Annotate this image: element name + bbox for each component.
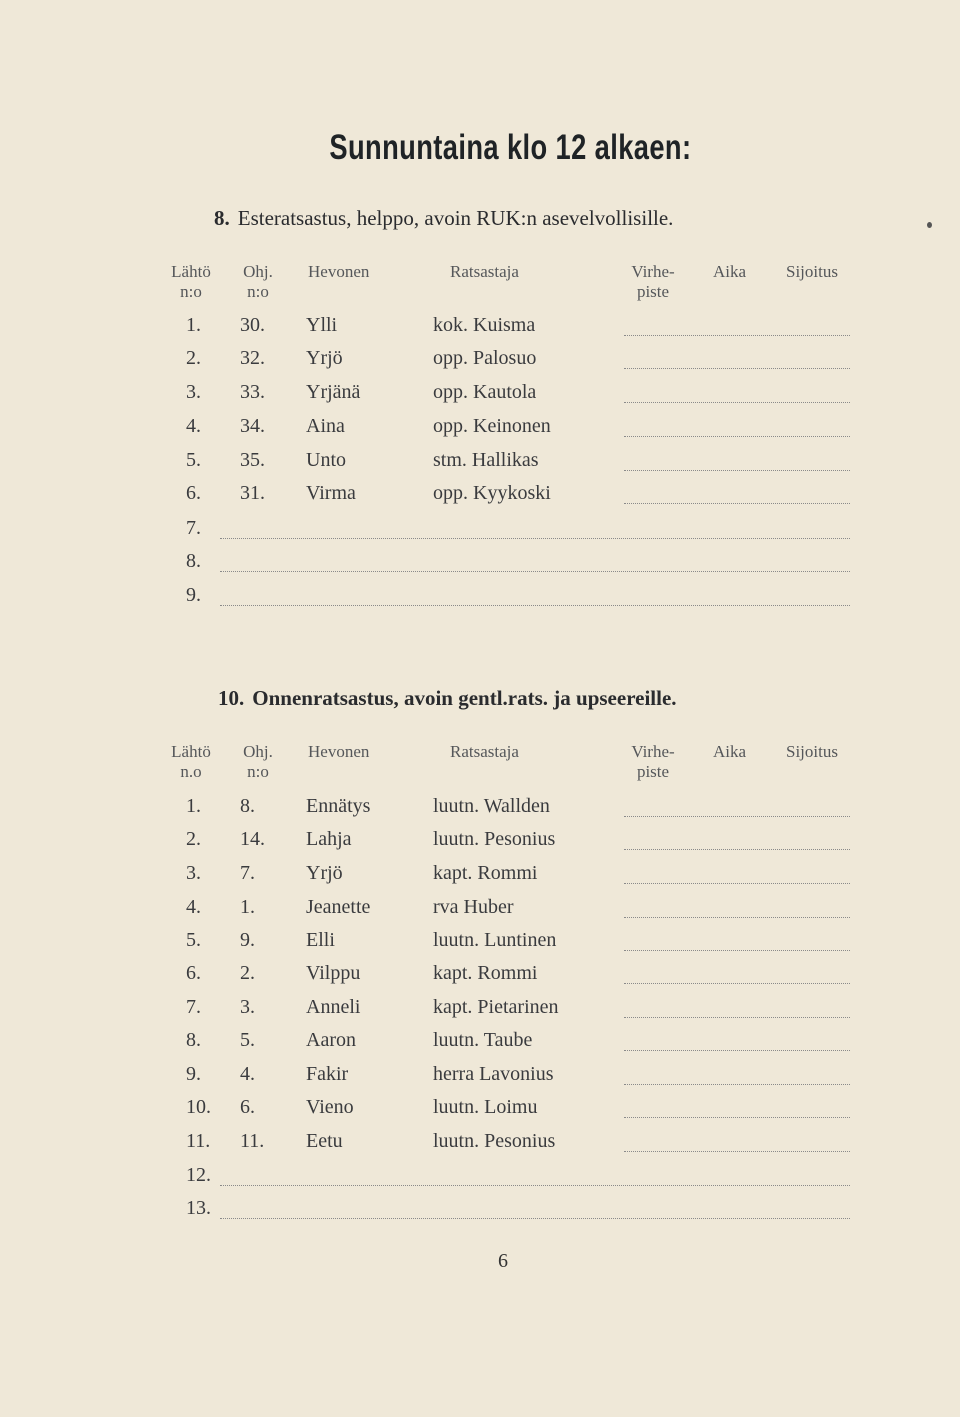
start-number: 12. — [186, 1164, 211, 1186]
rider-name: luutn. Luntinen — [433, 929, 557, 951]
horse-number: 5. — [240, 1029, 255, 1051]
table-row — [0, 449, 960, 479]
start-number: 4. — [186, 896, 201, 918]
header-faults — [622, 742, 684, 782]
blank-entry-line — [220, 1185, 850, 1186]
horse-number: 3. — [240, 996, 255, 1018]
rider-name: opp. Kautola — [433, 381, 537, 403]
rider-name: luutn. Taube — [433, 1029, 533, 1051]
header-horse-no-line2: n:o — [247, 762, 269, 781]
rider-name: opp. Palosuo — [433, 347, 537, 369]
header-horse-no-line1: Ohj. — [243, 742, 273, 761]
header-start-no-line2: n.o — [180, 762, 202, 781]
horse-name: Jeanette — [306, 896, 371, 918]
rider-name: herra Lavonius — [433, 1063, 554, 1085]
result-blank-line — [624, 436, 850, 437]
header-faults — [622, 262, 684, 302]
page-title: Sunnuntaina klo 12 alkaen: — [329, 128, 692, 167]
result-blank-line — [624, 1050, 850, 1051]
horse-number: 1. — [240, 896, 255, 918]
empty-row — [0, 584, 960, 614]
horse-name: Yrjö — [306, 862, 343, 884]
empty-row — [0, 1197, 960, 1227]
empty-row — [0, 550, 960, 580]
horse-name: Vilppu — [306, 962, 361, 984]
start-number: 5. — [186, 449, 201, 471]
blank-entry-line — [220, 571, 850, 572]
header-rider: Ratsastaja — [450, 262, 519, 281]
horse-number: 35. — [240, 449, 265, 471]
horse-name: Aaron — [306, 1029, 356, 1051]
start-number: 6. — [186, 482, 201, 504]
header-horse-no — [236, 742, 280, 782]
blank-entry-line — [220, 538, 850, 539]
table-row — [0, 828, 960, 858]
rider-name: rva Huber — [433, 896, 514, 918]
start-number: 7. — [186, 996, 201, 1018]
blank-entry-line — [220, 1218, 850, 1219]
header-time: Aika — [713, 742, 747, 761]
start-number: 5. — [186, 929, 201, 951]
table-row — [0, 996, 960, 1026]
start-number: 3. — [186, 381, 201, 403]
start-number: 11. — [186, 1130, 211, 1152]
horse-number: 6. — [240, 1096, 255, 1118]
header-faults-line2: piste — [636, 282, 670, 301]
horse-number: 33. — [240, 381, 265, 403]
horse-name: Fakir — [306, 1063, 349, 1085]
start-number: 2. — [186, 828, 201, 850]
header-start-no-line2: n:o — [180, 282, 202, 301]
horse-number: 4. — [240, 1063, 255, 1085]
header-horse-no-line1: Ohj. — [243, 262, 273, 281]
result-blank-line — [624, 950, 850, 951]
horse-name: Virma — [306, 482, 356, 504]
header-rider: Ratsastaja — [450, 742, 519, 761]
event-heading-onnenratsastus — [218, 686, 677, 711]
table-row — [0, 862, 960, 892]
horse-name: Vieno — [306, 1096, 354, 1118]
start-number: 8. — [186, 550, 201, 572]
rider-name: luutn. Loimu — [433, 1096, 538, 1118]
horse-name: Yrjö — [306, 347, 343, 369]
empty-row — [0, 1164, 960, 1194]
table-row — [0, 1029, 960, 1059]
result-blank-line — [624, 1151, 850, 1152]
result-blank-line — [624, 368, 850, 369]
table-row — [0, 347, 960, 377]
start-number: 2. — [186, 347, 201, 369]
event-heading-esteratsastus — [214, 206, 673, 231]
horse-number: 34. — [240, 415, 265, 437]
table-row — [0, 381, 960, 411]
horse-number: 11. — [240, 1130, 265, 1152]
rider-name: luutn. Wallden — [433, 795, 550, 817]
horse-number: 14. — [240, 828, 265, 850]
table-row — [0, 415, 960, 445]
table-row — [0, 1096, 960, 1126]
horse-name: Elli — [306, 929, 335, 951]
result-blank-line — [624, 917, 850, 918]
rider-name: kapt. Rommi — [433, 962, 538, 984]
horse-name: Eetu — [306, 1130, 343, 1152]
start-number: 9. — [186, 584, 201, 606]
header-start-no — [168, 262, 214, 302]
horse-name: Anneli — [306, 996, 361, 1018]
rider-name: kok. Kuisma — [433, 314, 536, 336]
result-blank-line — [624, 816, 850, 817]
table-row — [0, 896, 960, 926]
horse-name: Ennätys — [306, 795, 371, 817]
result-blank-line — [624, 1017, 850, 1018]
table-row — [0, 929, 960, 959]
horse-name: Aina — [306, 415, 345, 437]
horse-name: Unto — [306, 449, 346, 471]
start-number: 10. — [186, 1096, 211, 1118]
start-number: 1. — [186, 314, 201, 336]
result-blank-line — [624, 335, 850, 336]
horse-name: Lahja — [306, 828, 352, 850]
header-faults-line1: Virhe- — [631, 262, 675, 281]
rider-name: luutn. Pesonius — [433, 1130, 556, 1152]
header-faults-line1: Virhe- — [631, 742, 675, 761]
empty-row — [0, 517, 960, 547]
horse-number: 31. — [240, 482, 265, 504]
print-speck — [927, 222, 932, 228]
header-horse: Hevonen — [308, 262, 370, 281]
result-blank-line — [624, 503, 850, 504]
start-number: 4. — [186, 415, 201, 437]
event-number: 10. — [218, 686, 245, 710]
table-row — [0, 482, 960, 512]
page-number: 6 — [498, 1250, 508, 1272]
event-name: Onnenratsastus, avoin gentl.rats. ja upseereille. — [252, 686, 677, 710]
rider-name: luutn. Pesonius — [433, 828, 556, 850]
horse-number: 30. — [240, 314, 265, 336]
blank-entry-line — [220, 605, 850, 606]
header-horse-no-line2: n:o — [247, 282, 269, 301]
header-faults-line2: piste — [636, 762, 670, 781]
header-start-no-line1: Lähtö — [171, 742, 211, 761]
table-row — [0, 795, 960, 825]
start-number: 1. — [186, 795, 201, 817]
result-blank-line — [624, 470, 850, 471]
horse-number: 32. — [240, 347, 265, 369]
event-number: 8. — [214, 206, 230, 230]
table-row — [0, 1130, 960, 1160]
rider-name: opp. Keinonen — [433, 415, 551, 437]
rider-name: opp. Kyykoski — [433, 482, 551, 504]
rider-name: kapt. Pietarinen — [433, 996, 559, 1018]
horse-number: 8. — [240, 795, 255, 817]
table-row — [0, 962, 960, 992]
horse-number: 7. — [240, 862, 255, 884]
header-horse: Hevonen — [308, 742, 370, 761]
header-time: Aika — [713, 262, 747, 281]
start-number: 8. — [186, 1029, 201, 1051]
header-start-no-line1: Lähtö — [171, 262, 211, 281]
table-row — [0, 1063, 960, 1093]
start-number: 9. — [186, 1063, 201, 1085]
start-number: 6. — [186, 962, 201, 984]
rider-name: kapt. Rommi — [433, 862, 538, 884]
table-row — [0, 314, 960, 344]
horse-number: 2. — [240, 962, 255, 984]
result-blank-line — [624, 883, 850, 884]
start-number: 13. — [186, 1197, 211, 1219]
header-placing: Sijoitus — [786, 262, 838, 281]
event-name: Esteratsastus, helppo, avoin RUK:n asevelvollisille. — [237, 206, 674, 230]
header-horse-no — [236, 262, 280, 302]
horse-name: Yrjänä — [306, 381, 361, 403]
header-start-no — [168, 742, 214, 782]
rider-name: stm. Hallikas — [433, 449, 539, 471]
result-blank-line — [624, 1117, 850, 1118]
result-blank-line — [624, 402, 850, 403]
horse-name: Ylli — [306, 314, 338, 336]
horse-number: 9. — [240, 929, 255, 951]
result-blank-line — [624, 1084, 850, 1085]
start-number: 3. — [186, 862, 201, 884]
result-blank-line — [624, 849, 850, 850]
header-placing: Sijoitus — [786, 742, 838, 761]
result-blank-line — [624, 983, 850, 984]
start-number: 7. — [186, 517, 201, 539]
